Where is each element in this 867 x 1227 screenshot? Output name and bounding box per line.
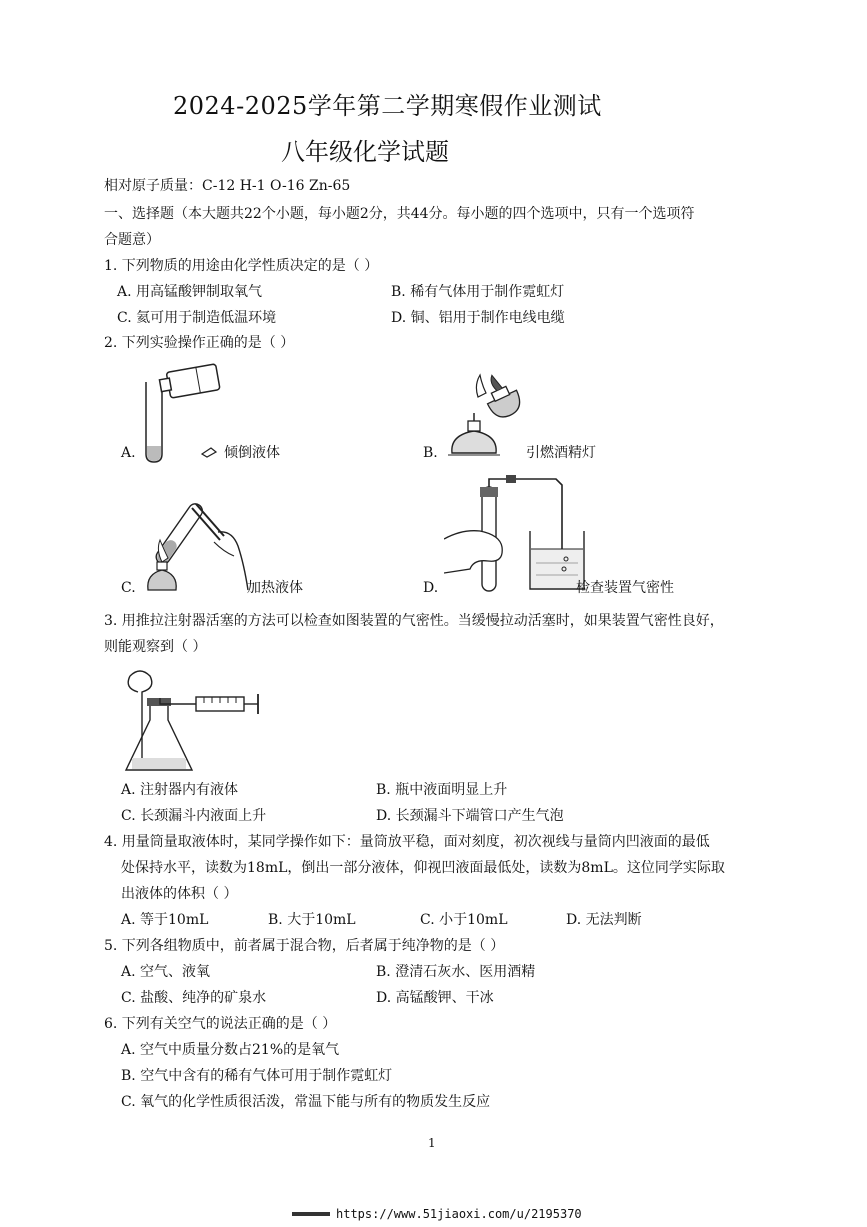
- q6-option-a: A. 空气中质量分数占21%的是氧气: [121, 1042, 340, 1058]
- q1-option-c: C. 氦可用于制造低温环境: [117, 310, 277, 326]
- syringe-flask-figure: [120, 666, 265, 776]
- q4-stem-line2: 处保持水平，读数为18mL，倒出一部分液体，仰视凹液面最低处，读数为8mL。这位同学实际取: [121, 860, 725, 876]
- q2-option-c-text: 加热液体: [247, 580, 303, 596]
- q2-option-c-letter: C.: [121, 580, 136, 596]
- airtightness-figure: [444, 473, 594, 595]
- footer-url[interactable]: https://www.51jiaoxi.com/u/2195370: [336, 1207, 582, 1221]
- q5-option-c: C. 盐酸、纯净的矿泉水: [121, 990, 267, 1006]
- q6-stem: 6. 下列有关空气的说法正确的是（ ）: [104, 1016, 337, 1032]
- q2-option-d-text: 检查装置气密性: [576, 580, 674, 596]
- q3-stem-line1: 3. 用推拉注射器活塞的方法可以检查如图装置的气密性。当缓慢拉动活塞时，如果装置气密性良好，: [104, 613, 724, 629]
- q3-stem-line2: 则能观察到（ ）: [104, 639, 207, 655]
- q4-option-a: A. 等于10mL: [121, 912, 209, 928]
- alcohol-lamp-figure: [444, 367, 524, 465]
- stopper-figure: [201, 446, 217, 458]
- q2-option-b-text: 引燃酒精灯: [526, 445, 596, 461]
- q1-stem: 1. 下列物质的用途由化学性质决定的是（ ）: [104, 258, 379, 274]
- section-heading-line1: 一、选择题（本大题共22个小题，每小题2分，共44分。每小题的四个选项中，只有一个选项符: [104, 206, 695, 222]
- q4-option-b: B. 大于10mL: [268, 912, 356, 928]
- q2-option-b-letter: B.: [423, 445, 438, 461]
- q3-option-d: D. 长颈漏斗下端管口产生气泡: [376, 808, 564, 824]
- q3-option-b: B. 瓶中液面明显上升: [376, 782, 508, 798]
- q5-option-d: D. 高锰酸钾、干冰: [376, 990, 494, 1006]
- q4-stem-line3: 出液体的体积（ ）: [121, 886, 238, 902]
- q6-option-c: C. 氧气的化学性质很活泼，常温下能与所有的物质发生反应: [121, 1094, 491, 1110]
- heating-liquid-figure: [140, 498, 252, 594]
- q3-option-a: A. 注射器内有液体: [121, 782, 239, 798]
- q3-option-c: C. 长颈漏斗内液面上升: [121, 808, 267, 824]
- q1-option-b: B. 稀有气体用于制作霓虹灯: [391, 284, 565, 300]
- q4-option-d: D. 无法判断: [566, 912, 642, 928]
- q5-option-b: B. 澄清石灰水、医用酒精: [376, 964, 536, 980]
- q2-option-a-text: 倾倒液体: [224, 445, 280, 461]
- q1-option-a: A. 用高锰酸钾制取氧气: [117, 284, 263, 300]
- q1-option-d: D. 铜、铝用于制作电线电缆: [391, 310, 565, 326]
- q2-option-d-letter: D.: [423, 580, 439, 596]
- q5-stem: 5. 下列各组物质中，前者属于混合物，后者属于纯净物的是（ ）: [104, 938, 505, 954]
- q6-option-b: B. 空气中含有的稀有气体可用于制作霓虹灯: [121, 1068, 393, 1084]
- q2-stem: 2. 下列实验操作正确的是（ ）: [104, 335, 295, 351]
- q4-stem-line1: 4. 用量筒量取液体时，某同学操作如下：量筒放平稳，面对刻度，初次视线与量筒内凹液面的最低: [104, 834, 710, 850]
- exam-subtitle: 八年级化学试题: [281, 138, 449, 166]
- atomic-mass-line: 相对原子质量：C-12 H-1 O-16 Zn-65: [104, 178, 351, 194]
- q4-option-c: C. 小于10mL: [420, 912, 508, 928]
- section-heading-line2: 合题意）: [104, 232, 160, 248]
- q5-option-a: A. 空气、液氧: [121, 964, 211, 980]
- exam-title: 2024-2025学年第二学期寒假作业测试: [173, 92, 602, 120]
- q2-option-a-letter: A.: [121, 445, 136, 461]
- page-number: 1: [428, 1136, 436, 1150]
- watermark-logo: [292, 1210, 330, 1218]
